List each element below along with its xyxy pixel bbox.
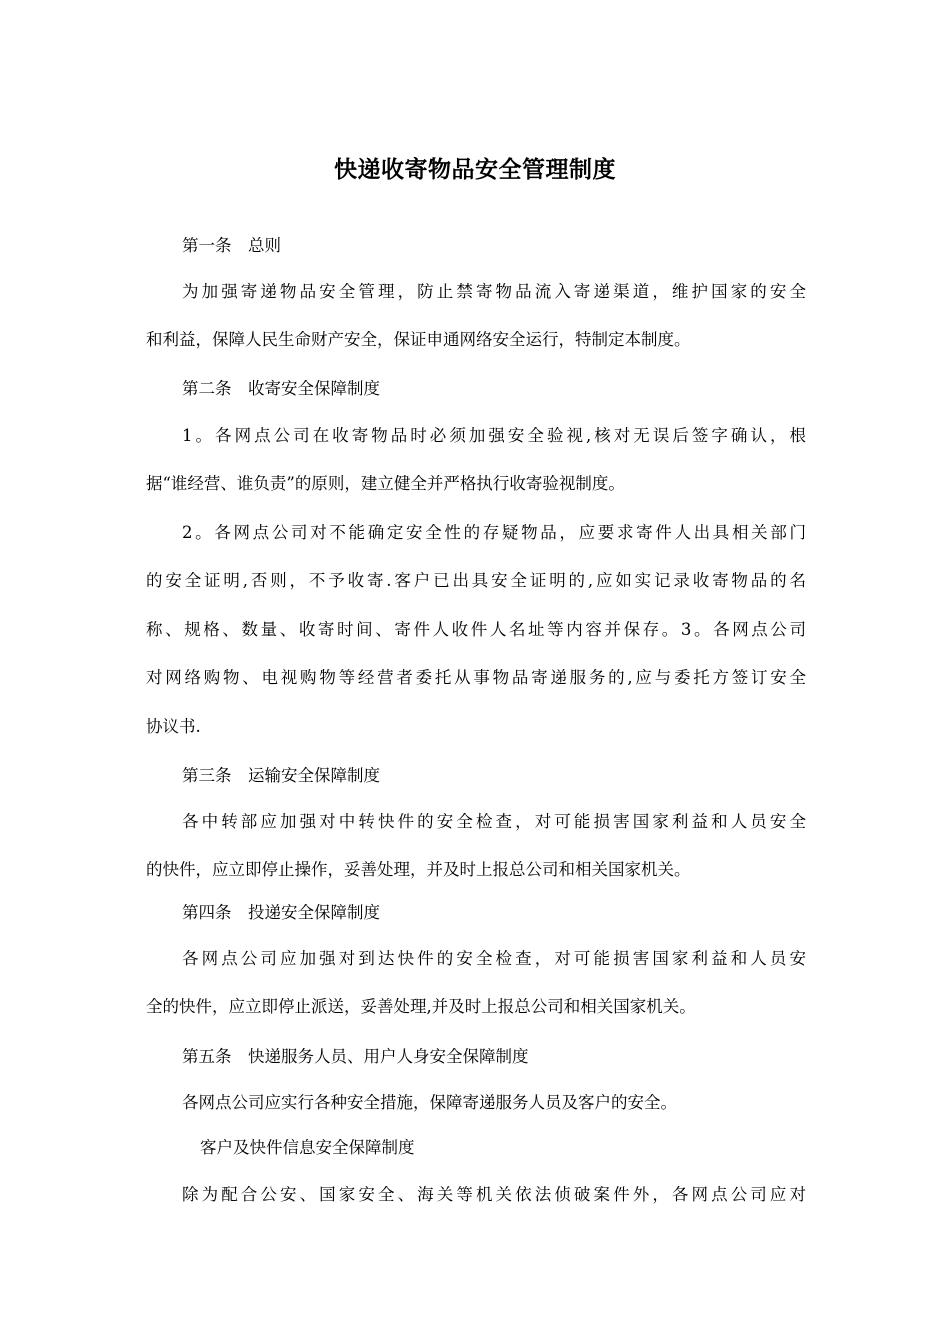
paragraph-line: 称、规格、数量、收寄时间、寄件人收件人名址等内容并保存。3。各网点公司 xyxy=(146,620,806,639)
paragraph-line: 2。各网点公司对不能确定安全性的存疑物品，应要求寄件人出具相关部门 xyxy=(182,523,806,542)
paragraph-line: 为加强寄递物品安全管理，防止禁寄物品流入寄递渠道，维护国家的安全 xyxy=(182,282,806,301)
paragraph-line: 的快件，应立即停止操作，妥善处理，并及时上报总公司和相关国家机关。 xyxy=(146,860,691,879)
paragraph-line: 的安全证明,否则，不予收寄.客户已出具安全证明的,应如实记录收寄物品的名 xyxy=(146,571,806,590)
article-2-heading: 第二条 收寄安全保障制度 xyxy=(182,379,380,398)
paragraph-line: 除为配合公安、国家安全、海关等机关依法侦破案件外，各网点公司应对 xyxy=(182,1185,806,1204)
article-1-heading: 第一条 总则 xyxy=(182,236,281,255)
paragraph-line: 和利益，保障人民生命财产安全，保证申通网络安全运行，特制定本制度。 xyxy=(146,330,691,349)
paragraph-line: 据“谁经营、谁负责”的原则，建立健全并严格执行收寄验视制度。 xyxy=(146,474,625,493)
document-title: 快递收寄物品安全管理制度 xyxy=(334,156,616,183)
paragraph-line: 各网点公司应加强对到达快件的安全检查，对可能损害国家利益和人员安 xyxy=(182,949,806,968)
paragraph-line: 各中转部应加强对中转快件的安全检查，对可能损害国家利益和人员安全 xyxy=(182,812,806,831)
paragraph-line: 对网络购物、电视购物等经营者委托从事物品寄递服务的,应与委托方签订安全 xyxy=(146,668,806,687)
paragraph-line: 协议书. xyxy=(146,717,201,736)
paragraph-line: 1。各网点公司在收寄物品时必须加强安全验视,核对无误后签字确认，根 xyxy=(182,426,806,445)
article-5-heading: 第五条 快递服务人员、用户人身安全保障制度 xyxy=(182,1047,529,1066)
paragraph-line: 各网点公司应实行各种安全措施，保障寄递服务人员及客户的安全。 xyxy=(182,1093,677,1112)
article-4-heading: 第四条 投递安全保障制度 xyxy=(182,903,380,922)
paragraph-line: 全的快件，应立即停止派送，妥善处理,并及时上报总公司和相关国家机关。 xyxy=(146,997,696,1016)
article-3-heading: 第三条 运输安全保障制度 xyxy=(182,766,380,785)
section-heading: 客户及快件信息安全保障制度 xyxy=(200,1138,415,1157)
